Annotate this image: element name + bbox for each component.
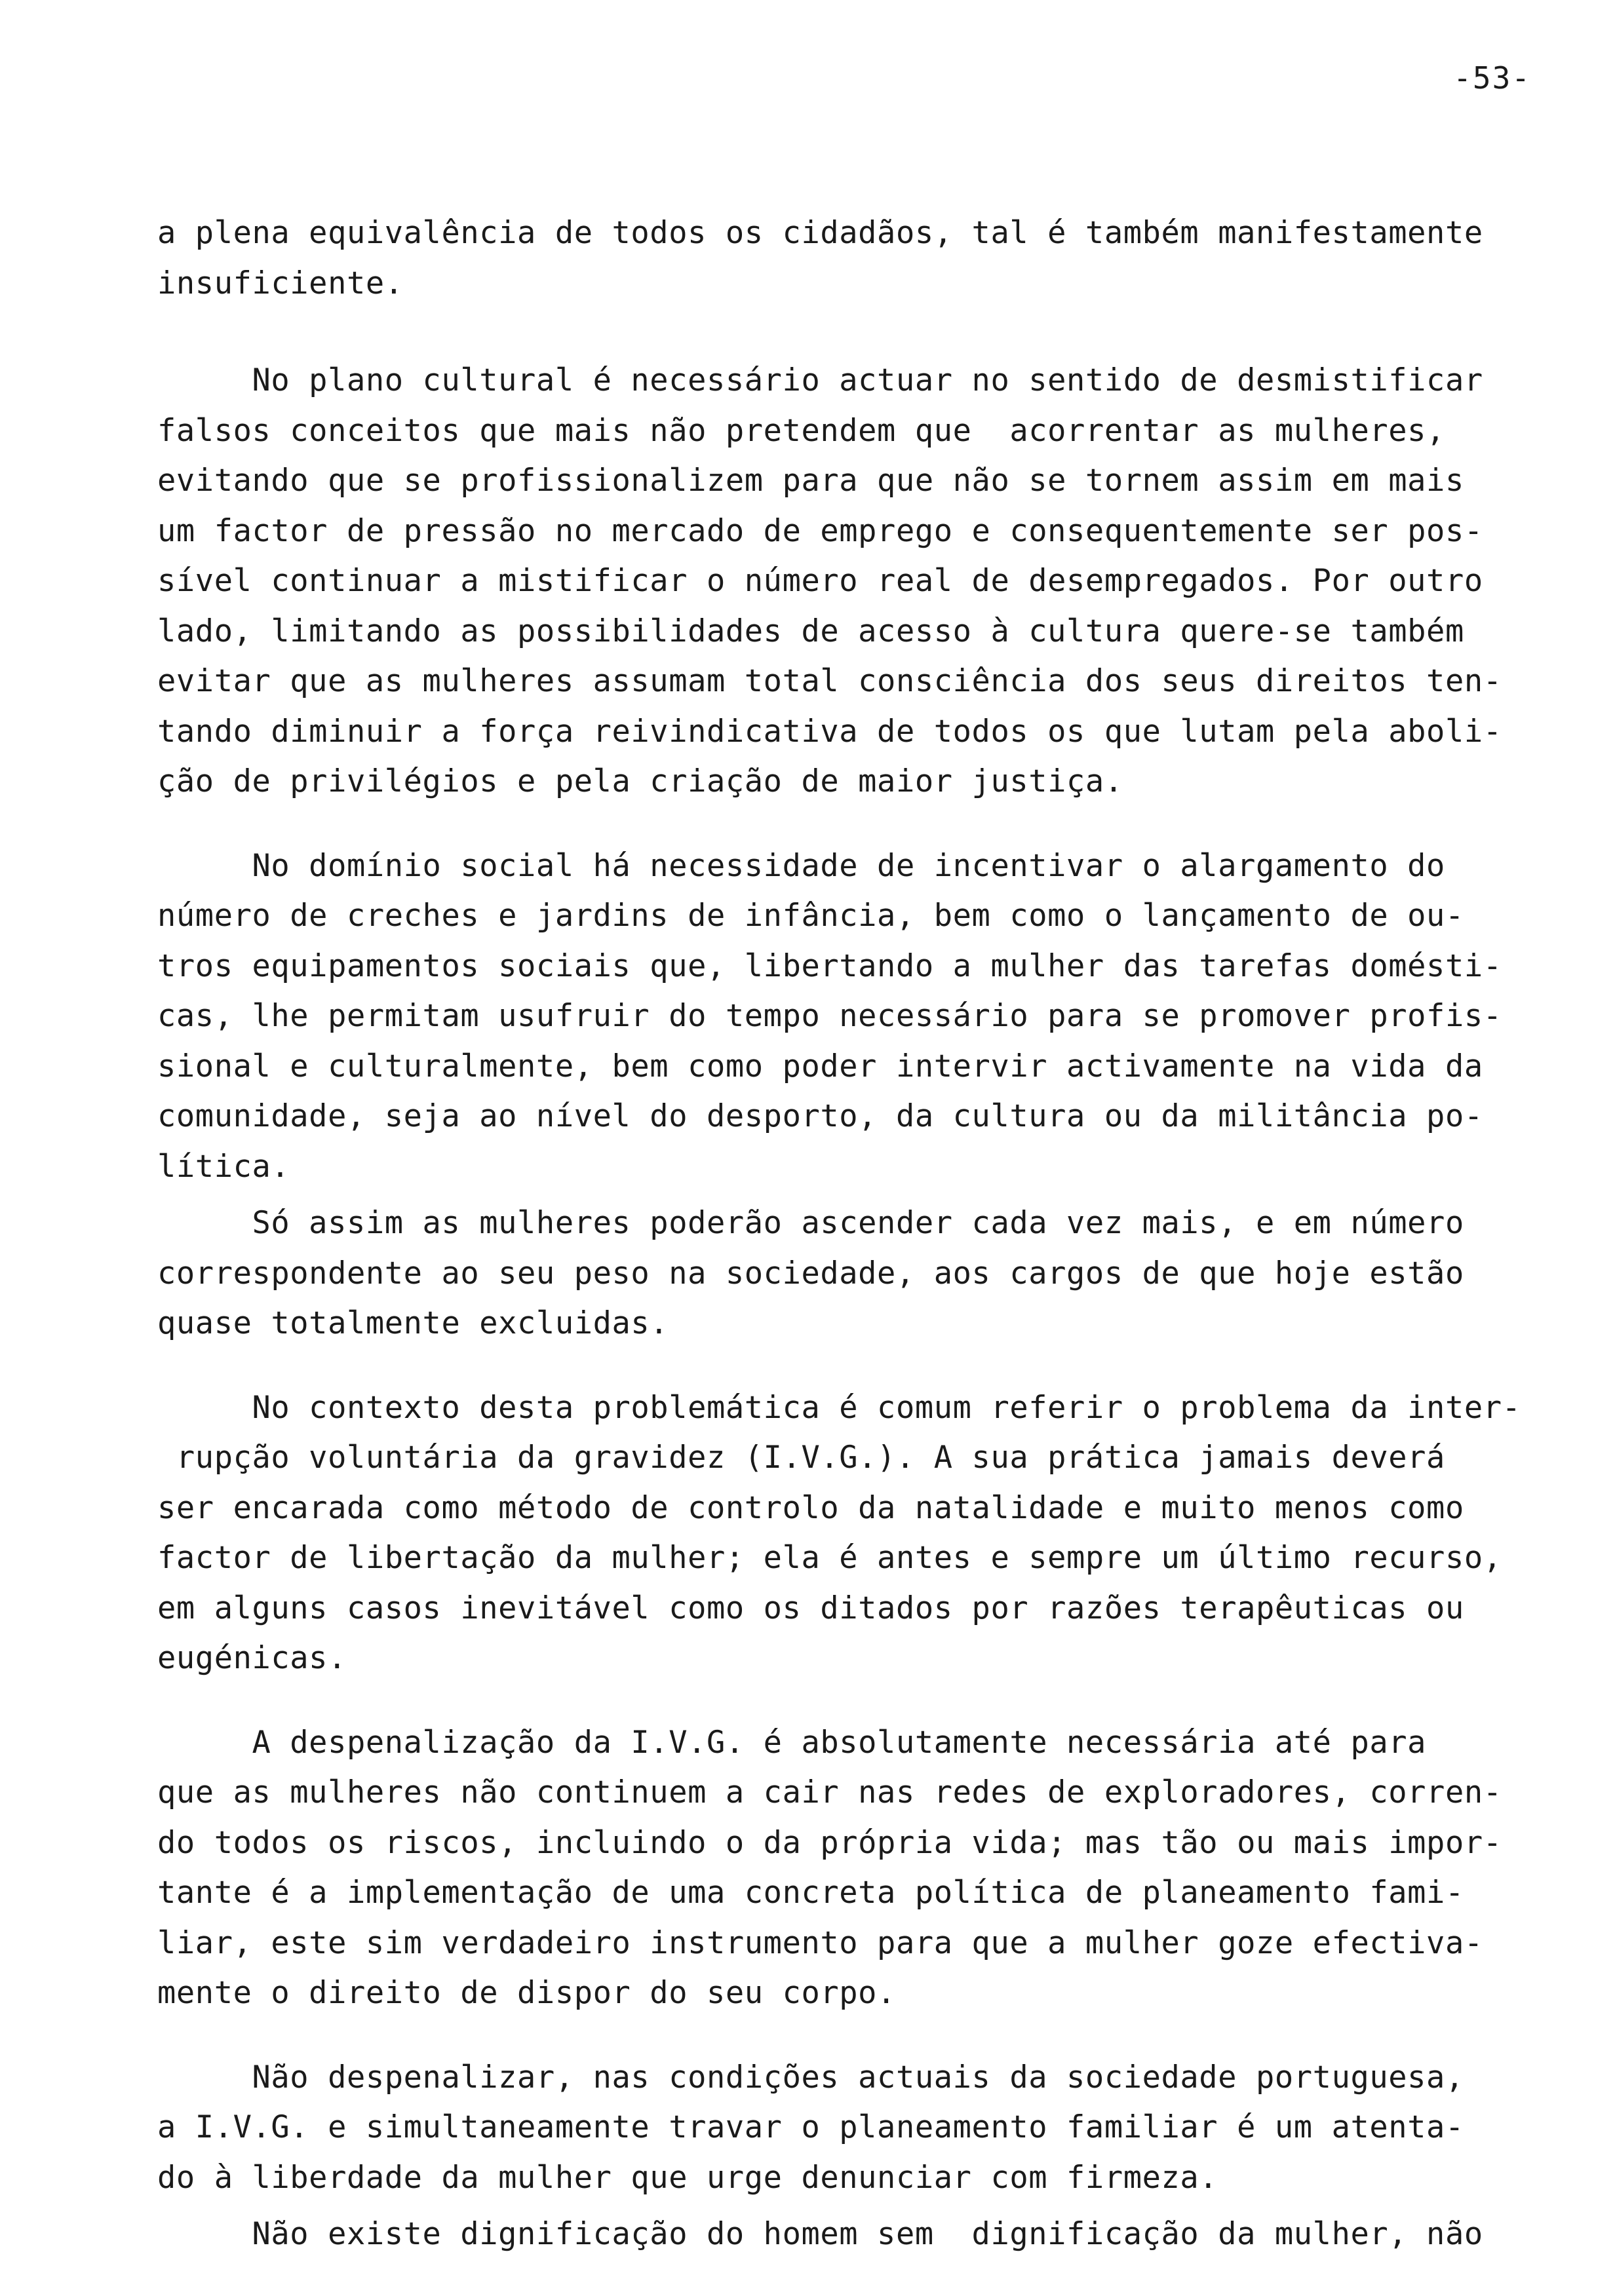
text-line: número de creches e jardins de infância, bem como o lançamento de ou- xyxy=(157,898,1464,934)
text-line: que as mulheres não continuem a cair nas redes de exploradores, corren- xyxy=(157,1774,1502,1810)
text-line: Não existe dignificação do homem sem dignificação da mulher, não xyxy=(157,2216,1483,2252)
paragraph-2 xyxy=(157,356,1553,807)
text-line: do à liberdade da mulher que urge denunciar com firmeza. xyxy=(157,2159,1218,2196)
paragraph-8 xyxy=(157,2210,1553,2260)
text-line: a plena equivalência de todos os cidadãos, tal é também manifestamente xyxy=(157,215,1483,251)
text-line: falsos conceitos que mais não pretendem que acorrentar as mulheres, xyxy=(157,412,1445,449)
text-line: A despenalização da I.V.G. é absolutamente necessária até para xyxy=(157,1724,1427,1761)
text-line: ção de privilégios e pela criação de maior justiça. xyxy=(157,763,1123,799)
text-line: eugénicas. xyxy=(157,1640,347,1676)
document-body xyxy=(157,208,1553,2260)
text-line: sional e culturalmente, bem como poder intervir activamente na vida da xyxy=(157,1048,1483,1084)
paragraph-4 xyxy=(157,1198,1553,1349)
text-line: Não despenalizar, nas condições actuais da sociedade portuguesa, xyxy=(157,2059,1464,2095)
page-number: -53- xyxy=(1453,60,1531,96)
text-line: insuficiente. xyxy=(157,265,404,301)
text-line: correspondente ao seu peso na sociedade, aos cargos de que hoje estão xyxy=(157,1255,1464,1292)
text-line: No domínio social há necessidade de incentivar o alargamento do xyxy=(157,847,1445,884)
text-line: mente o direito de dispor do seu corpo. xyxy=(157,1975,896,2011)
text-line: sível continuar a mistificar o número real de desempregados. Por outro xyxy=(157,563,1483,599)
paragraph-6 xyxy=(157,1718,1553,2019)
text-line: No contexto desta problemática é comum referir o problema da inter- xyxy=(157,1389,1521,1426)
text-line: No plano cultural é necessário actuar no sentido de desmistificar xyxy=(157,362,1483,398)
text-line: tando diminuir a força reivindicativa de todos os que lutam pela aboli- xyxy=(157,713,1502,750)
paragraph-3 xyxy=(157,841,1553,1193)
text-line: tros equipamentos sociais que, libertando a mulher das tarefas domésti- xyxy=(157,947,1502,984)
text-line: tante é a implementação de uma concreta política de planeamento fami- xyxy=(157,1875,1464,1911)
paragraph-1 xyxy=(157,208,1553,309)
text-line: quase totalmente excluidas. xyxy=(157,1305,669,1341)
text-line: cas, lhe permitam usufruir do tempo necessário para se promover profis- xyxy=(157,998,1502,1034)
text-line: a I.V.G. e simultaneamente travar o planeamento familiar é um atenta- xyxy=(157,2109,1464,2145)
text-line: evitar que as mulheres assumam total consciência dos seus direitos ten- xyxy=(157,663,1502,699)
text-line: comunidade, seja ao nível do desporto, da cultura ou da militância po- xyxy=(157,1098,1483,1134)
text-line: do todos os riscos, incluindo o da própria vida; mas tão ou mais impor- xyxy=(157,1824,1502,1861)
text-line: liar, este sim verdadeiro instrumento para que a mulher goze efectiva- xyxy=(157,1924,1483,1961)
text-line: evitando que se profissionalizem para que não se tornem assim em mais xyxy=(157,463,1464,499)
text-line: rupção voluntária da gravidez (I.V.G.). A sua prática jamais deverá xyxy=(157,1440,1445,1476)
text-line: ser encarada como método de controlo da natalidade e muito menos como xyxy=(157,1489,1464,1526)
text-line: Só assim as mulheres poderão ascender cada vez mais, e em número xyxy=(157,1205,1464,1241)
text-line: lado, limitando as possibilidades de acesso à cultura quere-se também xyxy=(157,613,1464,649)
paragraph-7 xyxy=(157,2053,1553,2204)
text-line: factor de libertação da mulher; ela é antes e sempre um último recurso, xyxy=(157,1540,1502,1576)
text-line: em alguns casos inevitável como os ditados por razões terapêuticas ou xyxy=(157,1590,1464,1626)
text-line: lítica. xyxy=(157,1148,290,1185)
paragraph-5 xyxy=(157,1383,1553,1684)
text-line: um factor de pressão no mercado de emprego e consequentemente ser pos- xyxy=(157,512,1483,549)
